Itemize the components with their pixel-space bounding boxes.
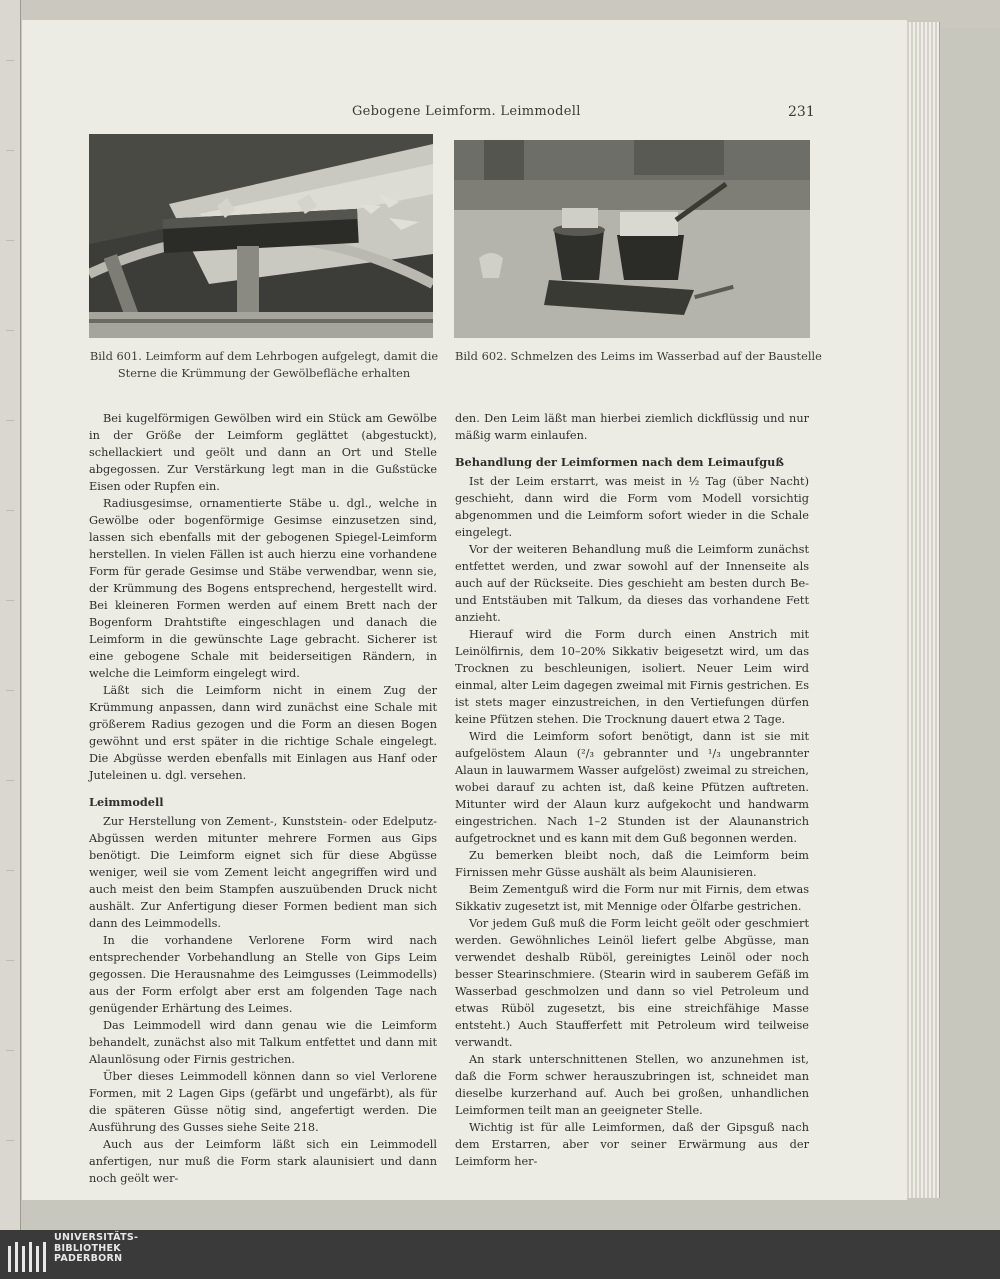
paragraph: Zur Herstellung von Zement-, Kunststein- oder Edelputz-Abgüssen werden mitunter mehrere Formen aus Gips benötigt. Die Leimform eignet sich für diese Abgüsse weniger, weil sie vom Zement leicht angegriffen wird und auch meist den beim Stampfen auszuübenden Druck nicht aushält. Zur Anfertigung dieser Formen bedient man sich dann des Leimmodells.	[89, 815, 437, 930]
figure-601-photo	[89, 134, 433, 338]
figure-602-photo	[454, 140, 810, 338]
library-footer-bar	[0, 1230, 1000, 1279]
paragraph: Ist der Leim erstarrt, was meist in ½ Tag (über Nacht) geschieht, dann wird die Form vom Modell vorsichtig abgenommen und die Leimform sofort wieder in die Schale eingelegt.	[455, 475, 809, 539]
section-heading: Leimmodell	[89, 795, 164, 809]
paragraph: Läßt sich die Leimform nicht in einem Zug der Krümmung anpassen, dann wird zunächst eine Schale mit größerem Radius gezogen und die Form an diesen Bogen gewöhnt und erst später in die richtige Schale eingelegt. Die Abgüsse werden ebenfalls mit Einlagen aus Hanf oder Juteleinen u. dgl. versehen.	[89, 684, 437, 782]
paragraph: Vor der weiteren Behandlung muß die Leimform zunächst entfettet werden, und zwar sowohl auf der Innenseite als auch auf der Rückseite. Dies geschieht am besten durch Be- und Entstäuben mit Talkum, da dieses das vorhandene Fett anzieht.	[455, 543, 809, 624]
paragraph: Hierauf wird die Form durch einen Anstrich mit Leinölfirnis, dem 10–20% Sikkativ beigesetzt wird, um das Trocknen zu beschleunigen, isoliert. Neuer Leim wird einmal, alter Leim dagegen zweimal mit Firnis gestrichen. Es ist stets mager einzustreichen, in den Vertiefungen dürfen keine Pfützen stehen. Die Trocknung dauert etwa 2 Tage.	[455, 628, 809, 726]
library-logo-icon	[8, 1242, 48, 1272]
left-text-column	[89, 410, 437, 1187]
page-stack-edge	[907, 22, 940, 1198]
running-header: Gebogene Leimform. Leimmodell	[352, 104, 581, 119]
paragraph: Vor jedem Guß muß die Form leicht geölt oder geschmiert werden. Gewöhnliches Leinöl liefert gelbe Abgüsse, man verwendet deshalb Rüböl, gereinigtes Leinöl oder noch besser Stearinschmiere. (Stearin wird in sauberem Gefäß im Wasserbad geschmolzen und dann so viel Petroleum und etwas Rüböl zugesetzt, bis eine streichfähige Masse entsteht.) Auch Staufferfett mit Petroleum wird teilweise verwandt.	[455, 917, 809, 1049]
figure-602-caption: Bild 602. Schmelzen des Leims im Wasserbad auf der Baustelle	[455, 349, 822, 363]
paragraph: Zu bemerken bleibt noch, daß die Leimform beim Firnissen mehr Güsse aushält als beim Alaunisieren.	[455, 849, 809, 879]
paragraph: Beim Zementguß wird die Form nur mit Firnis, dem etwas Sikkativ zugesetzt ist, mit Mennige oder Ölfarbe gestrichen.	[455, 883, 809, 913]
figure-601-caption: Bild 601. Leimform auf dem Lehrbogen aufgelegt, damit die Sterne die Krümmung der Gewölbefläche erhalten	[89, 349, 439, 380]
paragraph: den. Den Leim läßt man hierbei ziemlich dickflüssig und nur mäßig warm einlaufen.	[455, 412, 809, 442]
paragraph: Über dieses Leimmodell können dann so viel Verlorene Formen, mit 2 Lagen Gips (gefärbt und ungefärbt), als für die späteren Güsse nötig sind, angefertigt werden. Die Ausführung des Gusses siehe Seite 218.	[89, 1070, 437, 1134]
paragraph: Auch aus der Leimform läßt sich ein Leimmodell anfertigen, nur muß die Form stark alaunisiert und dann noch geölt wer-	[89, 1138, 437, 1185]
paragraph: Bei kugelförmigen Gewölben wird ein Stück am Gewölbe in der Größe der Leimform geglättet (abgestuckt), schellackiert und geölt und dann an Ort und Stelle abgegossen. Zur Verstärkung legt man in die Gußstücke Eisen oder Rupfen ein.	[89, 412, 437, 493]
left-page-edge	[0, 0, 21, 1230]
section-heading: Behandlung der Leimformen nach dem Leimaufguß	[455, 455, 784, 469]
paragraph: Radiusgesimse, ornamentierte Stäbe u. dgl., welche in Gewölbe oder bogenförmige Gesimse einzusetzen sind, lassen sich ebenfalls mit der gebogenen Spiegel-Leimform herstellen. In vielen Fällen ist auch hierzu eine vorhandene Form für gerade Gesimse und Stäbe verwendbar, wenn sie, der Krümmung des Bogens entsprechend, hergestellt wird. Bei kleineren Formen werden auf einem Brett nach der Bogenform Drahtstifte eingeschlagen und danach die Leimform in die gewünschte Lage gebracht. Sicherer ist eine gebogene Schale mit beiderseitigen Rändern, in welche die Leimform eingelegt wird.	[89, 497, 437, 680]
paragraph: Wichtig ist für alle Leimformen, daß der Gipsguß nach dem Erstarren, aber vor seiner Erwärmung aus der Leimform her-	[455, 1121, 809, 1168]
page-number: 231	[788, 104, 815, 120]
right-text-column	[455, 410, 809, 1170]
library-logo-text: UNIVERSITÄTS- BIBLIOTHEK PADERBORN	[54, 1232, 139, 1264]
paragraph: Wird die Leimform sofort benötigt, dann ist sie mit aufgelöstem Alaun (²/₃ gebrannter und ¹/₃ ungebrannter Alaun in lauwarmem Wasser aufgelöst) zweimal zu streichen, wobei darauf zu achten ist, daß keine Pfützen auftreten. Mitunter wird der Alaun kurz aufgekocht und handwarm eingestrichen. Nach 1–2 Stunden ist der Alaunanstrich aufgetrocknet und es kann mit dem Guß begonnen werden.	[455, 730, 809, 845]
paragraph: In die vorhandene Verlorene Form wird nach entsprechender Vorbehandlung an Stelle von Gips Leim gegossen. Die Herausnahme des Leimgusses (Leimmodells) aus der Form erfolgt aber erst am folgenden Tage nach genügender Erhärtung des Leimes.	[89, 934, 437, 1015]
paragraph: An stark unterschnittenen Stellen, wo anzunehmen ist, daß die Form schwer herauszubringen ist, schneidet man dieselbe kurzerhand auf. Auch bei großen, unhandlichen Leimformen teilt man an geeigneter Stelle.	[455, 1053, 809, 1117]
paragraph: Das Leimmodell wird dann genau wie die Leimform behandelt, zunächst also mit Talkum entfettet und dann mit Alaunlösung oder Firnis gestrichen.	[89, 1019, 437, 1066]
